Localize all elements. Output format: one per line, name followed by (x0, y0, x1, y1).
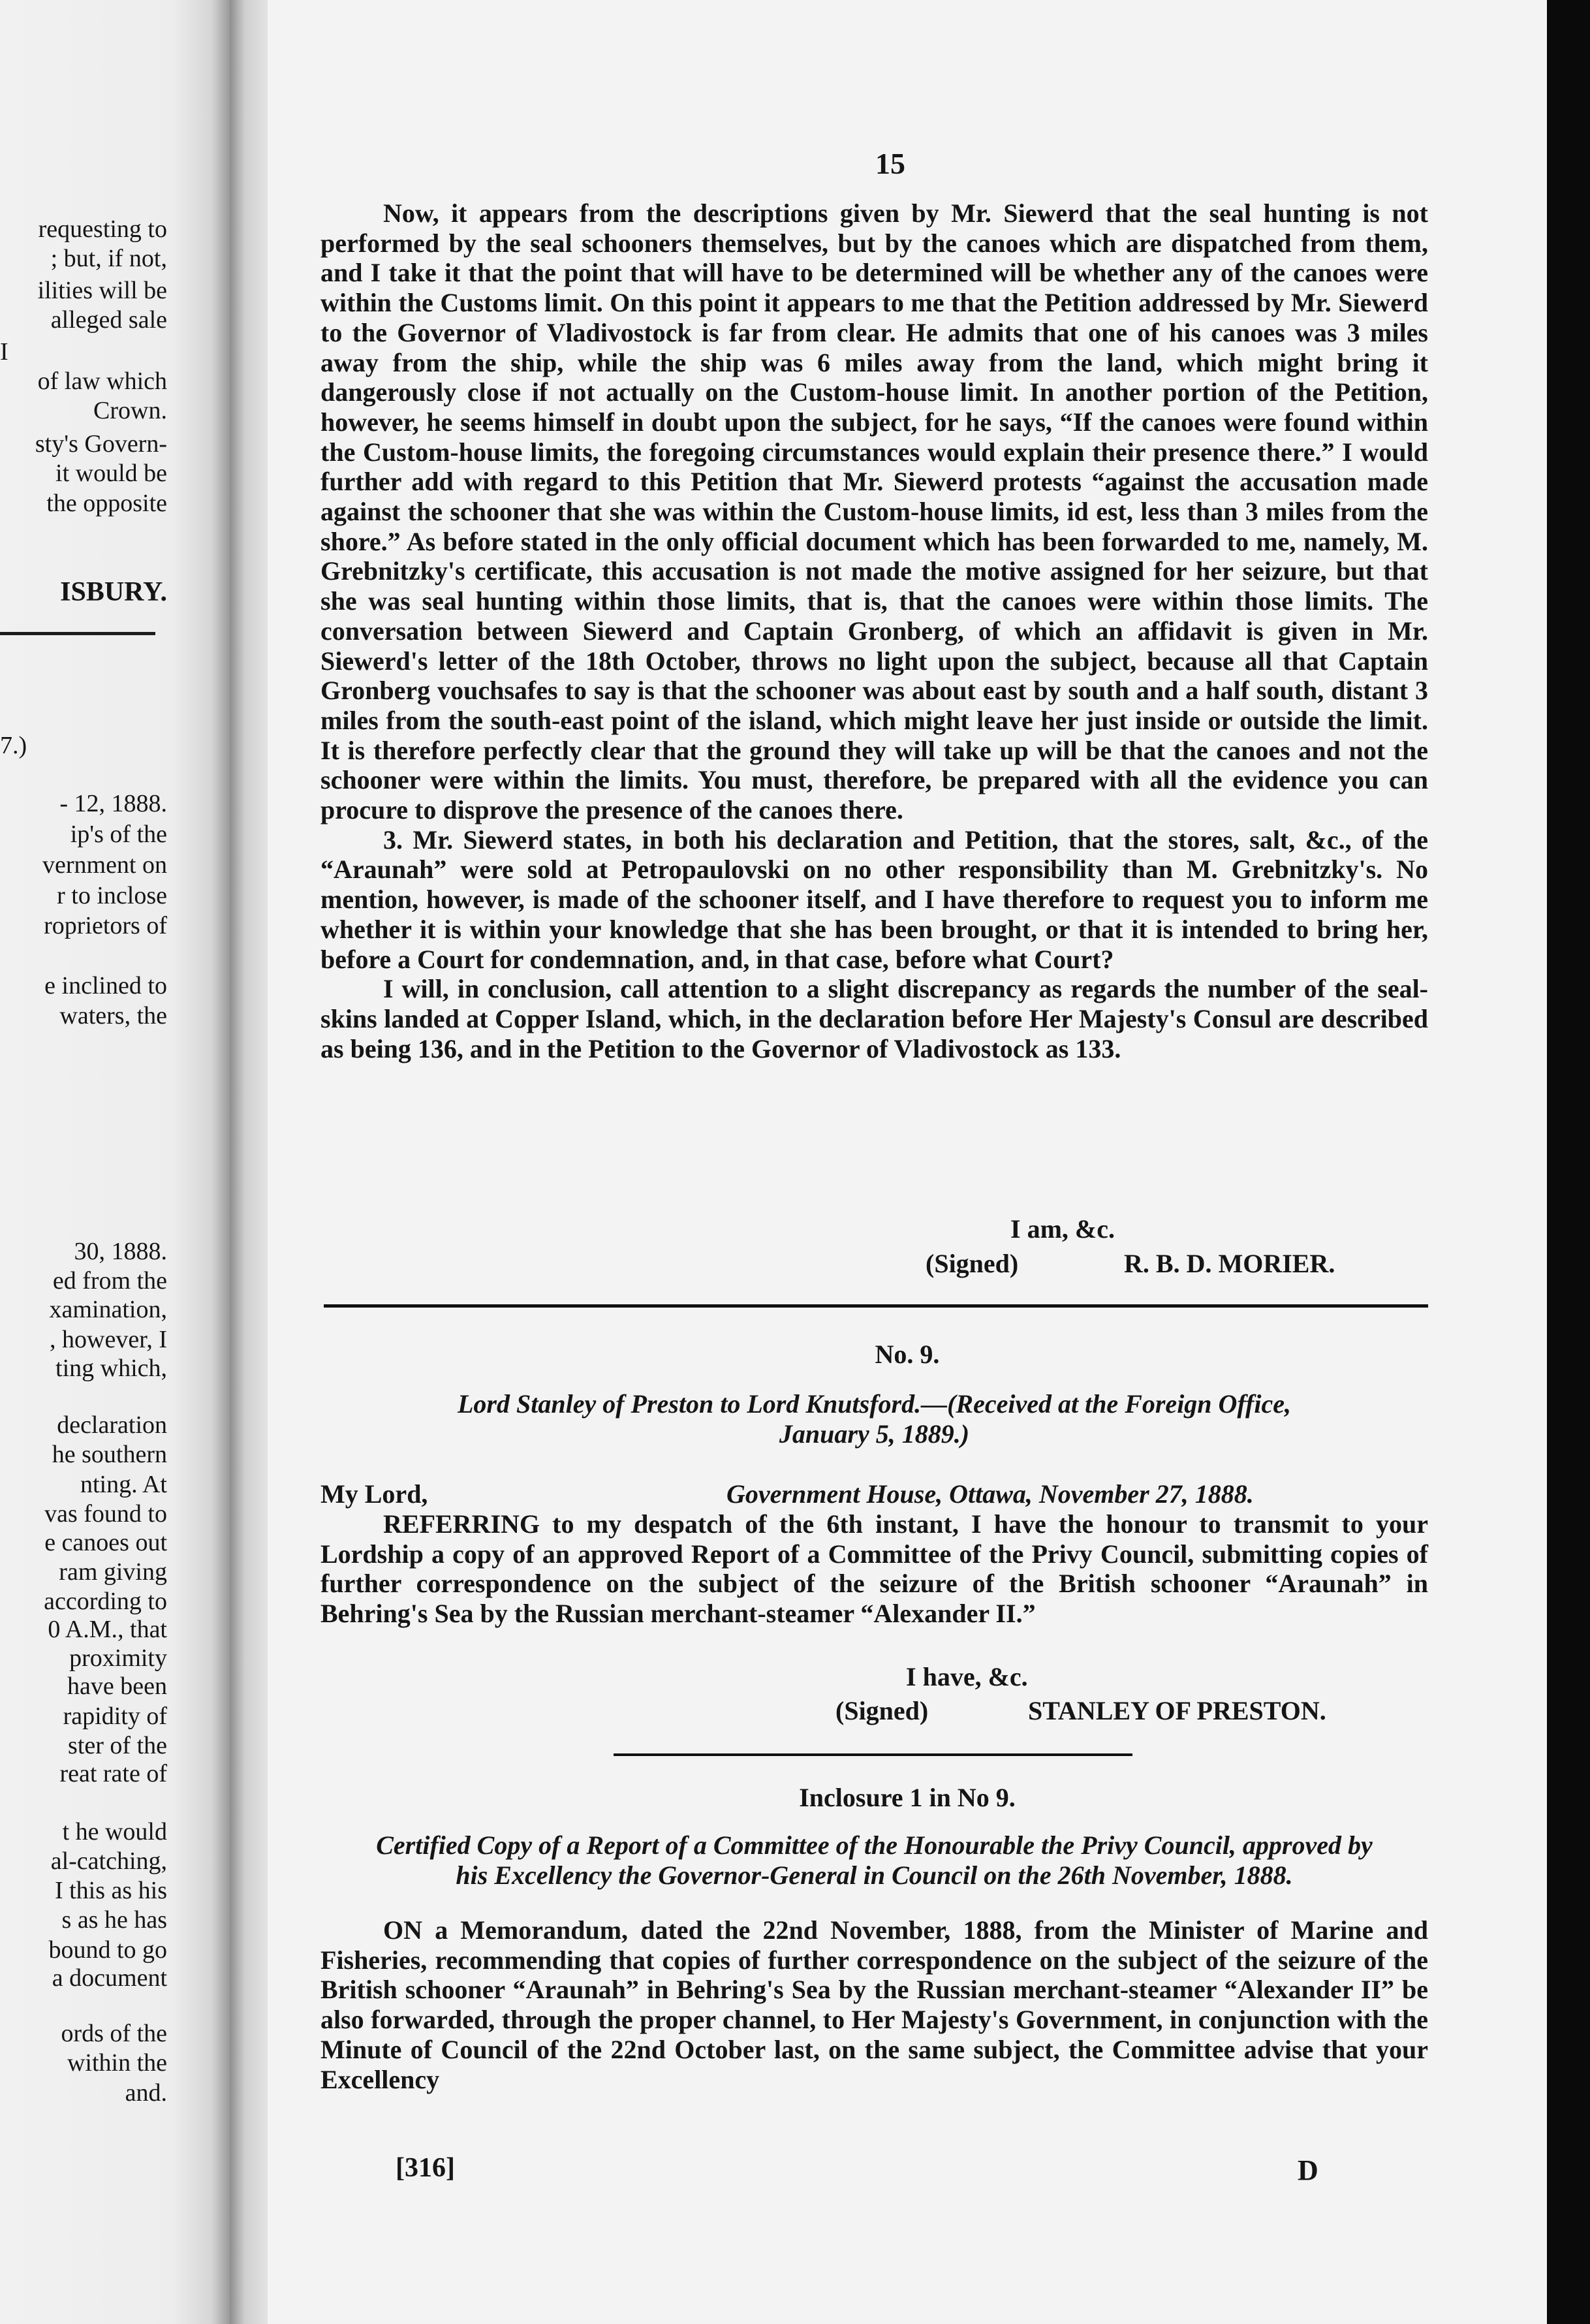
left-page-line: reat rate of (59, 1760, 167, 1787)
left-page-line: ilities will be (37, 277, 167, 304)
left-page-line: t he would (62, 1818, 167, 1845)
left-page-line: bound to go (48, 1936, 167, 1964)
left-page-line: within the (67, 2049, 167, 2077)
left-page-line: alleged sale (50, 306, 167, 334)
left-page-line: I (0, 338, 8, 366)
left-page-line: a document (52, 1964, 167, 1992)
book-gutter (230, 0, 268, 2324)
left-page-line: ISBURY. (60, 577, 167, 607)
left-page-line: r to inclose (57, 882, 167, 909)
left-page-line: - 12, 1888. (59, 790, 167, 817)
left-page-line: ip's of the (70, 821, 167, 848)
inclosure-heading: Inclosure 1 in No 9. (799, 1783, 1016, 1812)
left-page-line: Crown. (93, 397, 167, 424)
dateline: Government House, Ottawa, November 27, 1888. (726, 1479, 1254, 1509)
page-number: 15 (875, 147, 905, 180)
left-page-line: vas found to (44, 1500, 167, 1528)
document-title-line-2: January 5, 1889.) (779, 1419, 970, 1449)
left-page-line: ting which, (55, 1355, 167, 1382)
left-page-line: al-catching, (50, 1847, 167, 1875)
inclosure-body (320, 1915, 1428, 2094)
left-page-line: 30, 1888. (74, 1238, 167, 1265)
document-title-line-1: Lord Stanley of Preston to Lord Knutsford.—(Received at the Foreign Office, (458, 1389, 1291, 1419)
left-page-line: ram giving (59, 1558, 167, 1586)
left-page-fragment (0, 0, 230, 2324)
left-page-line: vernment on (42, 851, 167, 879)
left-page-line: 7.) (0, 732, 27, 759)
left-page-line: ; but, if not, (50, 245, 167, 272)
left-page-line: ster of the (68, 1732, 167, 1759)
despatch-signatory: STANLEY OF PRESTON. (1028, 1696, 1326, 1725)
left-page-line: s as he has (61, 1906, 167, 1934)
left-page-line: rapidity of (63, 1703, 167, 1730)
inclosure-title-line-2: his Excellency the Governor-General in Council on the 26th November, 1888. (456, 1861, 1293, 1890)
left-page-line: of law which (37, 368, 167, 395)
letter-closing: I am, &c. (1010, 1214, 1115, 1244)
letter-paragraph-2: 3. Mr. Siewerd states, in both his declaration and Petition, that the stores, salt, &c., of the “Araunah” were sold at Petropaulovski on no other responsibility than M. Grebnitzky's. No mention, however, is made of the schooner itself, and I have therefore to request you to inform me whether it is within your knowledge that she has been brought, or that it is intended to bring her, before a Court for condemnation, and, in that case, before what Court? (320, 824, 1428, 974)
left-page-line: e canoes out (44, 1529, 167, 1556)
letter-signed: (Signed) (926, 1249, 1019, 1278)
left-page-line: according to (44, 1588, 167, 1615)
inclosure-title-line-1: Certified Copy of a Report of a Committee of the Honourable the Privy Council, approved by (376, 1830, 1373, 1860)
left-page-line: ed from the (52, 1267, 167, 1295)
left-page-rule (0, 632, 155, 635)
left-page-line: he southern (52, 1441, 167, 1468)
left-page-line: e inclined to (44, 972, 167, 999)
left-page-line: waters, the (59, 1002, 167, 1029)
despatch-paragraph: REFERRING to my despatch of the 6th instant, I have the honour to transmit to your Lordship a copy of an approved Report of a Committee of the Privy Council, submitting copies of further correspondence on the subject of the seizure of the British schooner “Araunah” in Behring's Sea by the Russian merchant-steamer “Alexander II.” (320, 1509, 1428, 1629)
left-page-line: xamination, (49, 1296, 167, 1323)
left-page-line: sty's Govern- (35, 430, 167, 458)
left-page-line: , however, I (50, 1326, 167, 1353)
left-page-line: I this as his (54, 1877, 167, 1904)
salutation: My Lord, (320, 1479, 428, 1509)
left-page-line: nting. At (80, 1471, 167, 1498)
left-page-line: roprietors of (44, 912, 167, 939)
left-page-line: it would be (55, 460, 167, 487)
left-page-line: 0 A.M., that (48, 1616, 167, 1643)
letter-paragraph-1: Now, it appears from the descriptions given by Mr. Siewerd that the seal hunting is not performed by the seal schooners themselves, but by the canoes which are dispatched from them, and I take it that the point that will have to be determined will be whether any of the canoes were within the Customs limit. On this point it appears to me that the Petition addressed by Mr. Siewerd to the Governor of Vladivostock is far from clear. He admits that one of his canoes was 3 miles away from the ship, while the ship was 6 miles away from the land, which might bring it dangerously close if not actually on the Custom-house limit. In another portion of the Petition, however, he seems himself in doubt upon the subject, for he says, “If the canoes were found within the Custom-house limits, the foregoing circumstances would explain their presence there.” I would further add with regard to this Petition that Mr. Siewerd protests “against the accusation made against the schooner that she was within the Custom-house limits, id est, less than 3 miles from the shore.” As before stated in the only official document which has been forwarded to me, namely, M. Grebnitzky's certificate, this accusation is not made the motive assigned for her seizure, but that she was seal hunting within those limits, that is, that the canoes were within those limits. The conversation between Siewerd and Captain Gronberg, of which an affidavit is given in Mr. Siewerd's letter of the 18th October, throws no light upon the subject, because all that Captain Gronberg vouchsafes to say is that the schooner was about east by south and a half south, distant 3 miles from the south-east point of the island, which might leave her just inside or outside the limit. It is therefore perfectly clear that the ground they will take up will be that the canoes and not the schooner were within the limits. You must, therefore, be prepared with all the evidence you can procure to disprove the presence of the canoes there. (320, 198, 1428, 825)
left-page-line: requesting to (38, 215, 167, 243)
signature-code: [316] (396, 2153, 455, 2183)
left-page-line: ords of the (61, 2020, 167, 2047)
left-page-line: declaration (57, 1411, 167, 1439)
inclosure-divider (614, 1753, 1132, 1756)
left-page-line: and. (125, 2079, 167, 2107)
letter-body (320, 198, 1428, 1063)
inclosure-paragraph: ON a Memorandum, dated the 22nd November, 1888, from the Minister of Marine and Fisheries, recommending that copies of further correspondence on the subject of the seizure of the British schooner “Araunah” in Behring's Sea by the Russian merchant-steamer “Alexander II” be also forwarded, through the proper channel, to Her Majesty's Government, in conjunction with the Minute of Council of the 22nd October last, on the same subject, the Committee advise that your Excellency (320, 1915, 1428, 2094)
left-page-line: proximity (69, 1644, 167, 1672)
document-number-heading: No. 9. (875, 1340, 940, 1369)
letter-paragraph-3: I will, in conclusion, call attention to a slight discrepancy as regards the number of the seal-skins landed at Copper Island, which, in the declaration before Her Majesty's Consul are described as being 136, and in the Petition to the Governor of Vladivostock as 133. (320, 974, 1428, 1063)
signature-letter: D (1298, 2154, 1318, 2186)
right-page (268, 0, 1547, 2324)
despatch-closing: I have, &c. (906, 1662, 1028, 1691)
despatch-signed: (Signed) (835, 1696, 929, 1725)
left-page-line: the opposite (46, 490, 167, 517)
letter-signatory: R. B. D. MORIER. (1124, 1249, 1335, 1278)
despatch-body (320, 1509, 1428, 1629)
section-divider (324, 1304, 1428, 1308)
left-page-line: have been (67, 1672, 167, 1700)
